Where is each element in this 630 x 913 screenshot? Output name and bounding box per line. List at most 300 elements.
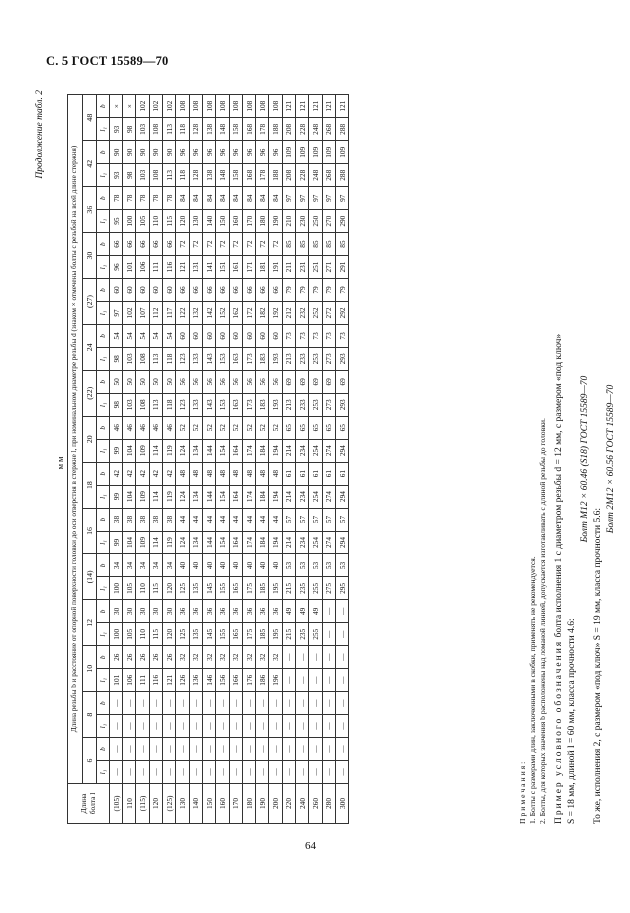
- value-cell: 134: [189, 531, 202, 554]
- value-cell: 60: [256, 324, 269, 347]
- value-cell: 36: [202, 600, 215, 623]
- value-cell: 119: [163, 439, 176, 462]
- subheader: l₁: [96, 210, 109, 233]
- value-cell: 128: [189, 164, 202, 187]
- value-cell: 48: [256, 462, 269, 485]
- value-cell: —: [322, 623, 335, 646]
- subheader: l₁: [96, 393, 109, 416]
- value-cell: 231: [296, 256, 309, 279]
- value-cell: 46: [109, 416, 122, 439]
- value-cell: 96: [229, 141, 242, 164]
- value-cell: 212: [282, 301, 295, 324]
- value-cell: 181: [256, 256, 269, 279]
- value-cell: 44: [229, 508, 242, 531]
- value-cell: 61: [335, 462, 348, 485]
- example-designation: Болт 2М12 × 60.56 ГОСТ 15589—70: [606, 384, 616, 534]
- value-cell: —: [136, 715, 149, 738]
- subheader: b: [96, 370, 109, 393]
- value-cell: —: [256, 692, 269, 715]
- value-cell: 146: [202, 669, 215, 692]
- value-cell: 40: [242, 554, 255, 577]
- diameter-header: (14): [83, 554, 96, 600]
- value-cell: 40: [189, 554, 202, 577]
- value-cell: 208: [282, 164, 295, 187]
- value-cell: —: [256, 761, 269, 784]
- value-cell: 108: [149, 164, 162, 187]
- value-cell: 193: [269, 393, 282, 416]
- value-cell: —: [256, 738, 269, 761]
- value-cell: 251: [309, 256, 322, 279]
- value-cell: 294: [335, 531, 348, 554]
- value-cell: 97: [109, 301, 122, 324]
- value-cell: 66: [216, 279, 229, 302]
- value-cell: 57: [322, 508, 335, 531]
- value-cell: 96: [242, 141, 255, 164]
- value-cell: 213: [282, 393, 295, 416]
- length-cell: 220: [282, 784, 295, 824]
- subheader: b: [96, 554, 109, 577]
- length-cell: 160: [216, 784, 229, 824]
- value-cell: 228: [296, 164, 309, 187]
- value-cell: 185: [256, 623, 269, 646]
- value-cell: 121: [309, 95, 322, 118]
- length-cell: 150: [202, 784, 215, 824]
- value-cell: 48: [189, 462, 202, 485]
- value-cell: 79: [309, 279, 322, 302]
- value-cell: 108: [256, 95, 269, 118]
- value-cell: 32: [269, 646, 282, 669]
- value-cell: 73: [335, 324, 348, 347]
- value-cell: —: [109, 692, 122, 715]
- subheader: l₁: [96, 164, 109, 187]
- value-cell: 253: [309, 393, 322, 416]
- value-cell: —: [163, 715, 176, 738]
- value-cell: 111: [149, 256, 162, 279]
- value-cell: 180: [256, 210, 269, 233]
- subheader: b: [96, 95, 109, 118]
- subheader: b: [96, 600, 109, 623]
- value-cell: —: [322, 715, 335, 738]
- value-cell: 52: [216, 416, 229, 439]
- subheader: b: [96, 462, 109, 485]
- value-cell: 211: [282, 256, 295, 279]
- value-cell: 115: [149, 577, 162, 600]
- value-cell: 153: [216, 347, 229, 370]
- value-cell: 30: [123, 600, 136, 623]
- value-cell: 56: [256, 370, 269, 393]
- value-cell: 121: [282, 95, 295, 118]
- table-row: [216, 95, 229, 824]
- value-cell: 90: [123, 141, 136, 164]
- value-cell: —: [335, 646, 348, 669]
- table-row: [109, 95, 122, 824]
- value-cell: 168: [242, 118, 255, 141]
- length-cell: 190: [256, 784, 269, 824]
- diameter-header: 42: [83, 141, 96, 187]
- spec-table: [67, 94, 349, 824]
- subheader: b: [96, 416, 109, 439]
- value-cell: 293: [335, 347, 348, 370]
- value-cell: 214: [282, 531, 295, 554]
- value-cell: 110: [136, 623, 149, 646]
- value-cell: 255: [309, 577, 322, 600]
- length-cell: 300: [335, 784, 348, 824]
- value-cell: —: [282, 669, 295, 692]
- value-cell: 113: [163, 164, 176, 187]
- value-cell: 294: [335, 439, 348, 462]
- value-cell: 145: [202, 577, 215, 600]
- value-cell: 72: [229, 233, 242, 256]
- value-cell: 108: [149, 118, 162, 141]
- value-cell: —: [176, 692, 189, 715]
- subheader: b: [96, 738, 109, 761]
- value-cell: 109: [136, 531, 149, 554]
- table-row: [229, 95, 242, 824]
- value-cell: 60: [229, 324, 242, 347]
- subheader: l₁: [96, 669, 109, 692]
- value-cell: 84: [242, 187, 255, 210]
- value-cell: 172: [242, 301, 255, 324]
- value-cell: 32: [176, 646, 189, 669]
- value-cell: 100: [123, 210, 136, 233]
- value-cell: 178: [256, 164, 269, 187]
- value-cell: 44: [202, 508, 215, 531]
- value-cell: 84: [229, 187, 242, 210]
- value-cell: 50: [149, 370, 162, 393]
- value-cell: 44: [242, 508, 255, 531]
- value-cell: —: [176, 738, 189, 761]
- value-cell: 234: [296, 439, 309, 462]
- length-cell: 180: [242, 784, 255, 824]
- value-cell: 32: [256, 646, 269, 669]
- value-cell: 174: [242, 485, 255, 508]
- value-cell: 268: [322, 164, 335, 187]
- diameter-header: 24: [83, 324, 96, 370]
- table-row: [189, 95, 202, 824]
- value-cell: 79: [296, 279, 309, 302]
- value-cell: —: [123, 761, 136, 784]
- value-cell: 163: [229, 347, 242, 370]
- value-cell: 125: [176, 577, 189, 600]
- table-row: [256, 95, 269, 824]
- subheader: b: [96, 692, 109, 715]
- value-cell: 38: [136, 508, 149, 531]
- value-cell: 42: [123, 462, 136, 485]
- value-cell: 48: [269, 462, 282, 485]
- diameter-header: (27): [83, 279, 96, 325]
- value-cell: 60: [136, 279, 149, 302]
- value-cell: 97: [335, 187, 348, 210]
- value-cell: 38: [109, 508, 122, 531]
- value-cell: 143: [202, 393, 215, 416]
- value-cell: 132: [189, 301, 202, 324]
- value-cell: —: [163, 692, 176, 715]
- value-cell: —: [296, 761, 309, 784]
- value-cell: 186: [256, 669, 269, 692]
- value-cell: 150: [216, 210, 229, 233]
- value-cell: 34: [123, 554, 136, 577]
- value-cell: —: [242, 738, 255, 761]
- value-cell: 175: [242, 623, 255, 646]
- example-text: S = 18 мм, длиной l = 60 мм, класса прочности 4.6:: [567, 618, 577, 824]
- value-cell: 100: [109, 623, 122, 646]
- table-row: [123, 95, 136, 824]
- value-cell: —: [322, 738, 335, 761]
- value-cell: —: [216, 692, 229, 715]
- value-cell: 248: [309, 164, 322, 187]
- value-cell: 193: [269, 347, 282, 370]
- value-cell: —: [202, 692, 215, 715]
- table-row: [242, 95, 255, 824]
- value-cell: 66: [202, 279, 215, 302]
- value-cell: 30: [136, 600, 149, 623]
- value-cell: 116: [163, 256, 176, 279]
- value-cell: 36: [176, 600, 189, 623]
- value-cell: 61: [296, 462, 309, 485]
- value-cell: —: [149, 738, 162, 761]
- value-cell: ×: [123, 95, 136, 118]
- value-cell: 273: [322, 393, 335, 416]
- value-cell: 34: [109, 554, 122, 577]
- value-cell: 60: [123, 279, 136, 302]
- value-cell: 155: [216, 623, 229, 646]
- value-cell: —: [136, 761, 149, 784]
- value-cell: 85: [322, 233, 335, 256]
- value-cell: —: [176, 715, 189, 738]
- value-cell: 115: [163, 210, 176, 233]
- value-cell: 61: [322, 462, 335, 485]
- length-cell: 110: [123, 784, 136, 824]
- value-cell: 98: [123, 118, 136, 141]
- value-cell: 66: [229, 279, 242, 302]
- length-cell: 140: [189, 784, 202, 824]
- value-cell: 288: [335, 118, 348, 141]
- value-cell: 104: [123, 485, 136, 508]
- value-cell: 105: [136, 210, 149, 233]
- value-cell: 108: [229, 95, 242, 118]
- value-cell: 138: [202, 118, 215, 141]
- value-cell: 104: [123, 531, 136, 554]
- value-cell: 136: [189, 669, 202, 692]
- value-cell: 30: [163, 600, 176, 623]
- value-cell: 48: [202, 462, 215, 485]
- value-cell: 97: [296, 187, 309, 210]
- value-cell: —: [282, 692, 295, 715]
- value-cell: 54: [123, 324, 136, 347]
- value-cell: 184: [256, 439, 269, 462]
- subheader: l₁: [96, 623, 109, 646]
- example-text: То же, исполнения 2, с размером «под ключ» S = 19 мм, класса прочности 5.6:: [593, 508, 603, 824]
- value-cell: 72: [242, 233, 255, 256]
- value-cell: 85: [282, 233, 295, 256]
- value-cell: 164: [229, 485, 242, 508]
- value-cell: 117: [163, 301, 176, 324]
- value-cell: —: [163, 738, 176, 761]
- value-cell: 66: [136, 233, 149, 256]
- value-cell: 109: [136, 485, 149, 508]
- value-cell: 109: [136, 439, 149, 462]
- value-cell: 96: [109, 256, 122, 279]
- value-cell: 65: [322, 416, 335, 439]
- value-cell: 90: [149, 141, 162, 164]
- value-cell: 103: [123, 393, 136, 416]
- value-cell: 109: [296, 141, 309, 164]
- value-cell: 106: [123, 669, 136, 692]
- diameter-header: 8: [83, 692, 96, 738]
- subheader: b: [96, 141, 109, 164]
- diameter-header: 18: [83, 462, 96, 508]
- value-cell: 46: [149, 416, 162, 439]
- value-cell: 153: [216, 393, 229, 416]
- value-cell: 120: [163, 623, 176, 646]
- table-row: [335, 95, 348, 824]
- value-cell: 69: [322, 370, 335, 393]
- diameter-header: 6: [83, 738, 96, 784]
- value-cell: 72: [269, 233, 282, 256]
- value-cell: 113: [149, 393, 162, 416]
- value-cell: 108: [269, 95, 282, 118]
- value-cell: 104: [123, 439, 136, 462]
- value-cell: 72: [189, 233, 202, 256]
- value-cell: 97: [309, 187, 322, 210]
- value-cell: 253: [309, 347, 322, 370]
- value-cell: —: [242, 761, 255, 784]
- value-cell: 176: [242, 669, 255, 692]
- value-cell: 61: [282, 462, 295, 485]
- value-cell: 154: [216, 439, 229, 462]
- length-cell: (125): [163, 784, 176, 824]
- value-cell: 192: [269, 301, 282, 324]
- value-cell: —: [202, 738, 215, 761]
- value-cell: 108: [202, 95, 215, 118]
- value-cell: 109: [282, 141, 295, 164]
- length-header: Длина болта l: [68, 784, 110, 824]
- subheader: b: [96, 324, 109, 347]
- value-cell: 65: [309, 416, 322, 439]
- value-cell: 73: [282, 324, 295, 347]
- value-cell: —: [335, 623, 348, 646]
- value-cell: 34: [136, 554, 149, 577]
- value-cell: 52: [189, 416, 202, 439]
- value-cell: 50: [163, 370, 176, 393]
- value-cell: —: [229, 715, 242, 738]
- value-cell: 66: [242, 279, 255, 302]
- value-cell: 26: [149, 646, 162, 669]
- value-cell: 118: [163, 347, 176, 370]
- value-cell: 34: [163, 554, 176, 577]
- value-cell: 124: [176, 485, 189, 508]
- value-cell: 274: [322, 485, 335, 508]
- value-cell: 54: [109, 324, 122, 347]
- value-cell: 145: [202, 623, 215, 646]
- value-cell: 130: [189, 210, 202, 233]
- value-cell: 96: [216, 141, 229, 164]
- value-cell: 234: [296, 485, 309, 508]
- value-cell: 44: [269, 508, 282, 531]
- value-cell: 84: [189, 187, 202, 210]
- value-cell: 214: [282, 439, 295, 462]
- value-cell: 109: [309, 141, 322, 164]
- value-cell: —: [309, 669, 322, 692]
- subheader: b: [96, 279, 109, 302]
- value-cell: 213: [282, 347, 295, 370]
- subheader: b: [96, 508, 109, 531]
- value-cell: —: [216, 715, 229, 738]
- value-cell: —: [123, 715, 136, 738]
- value-cell: 36: [242, 600, 255, 623]
- value-cell: 66: [256, 279, 269, 302]
- value-cell: 38: [149, 508, 162, 531]
- value-cell: 53: [309, 554, 322, 577]
- value-cell: —: [282, 761, 295, 784]
- value-cell: —: [189, 715, 202, 738]
- value-cell: 60: [109, 279, 122, 302]
- value-cell: —: [282, 738, 295, 761]
- value-cell: —: [269, 692, 282, 715]
- value-cell: 144: [202, 485, 215, 508]
- value-cell: 95: [109, 210, 122, 233]
- value-cell: 50: [123, 370, 136, 393]
- subheader: l₁: [96, 347, 109, 370]
- value-cell: 160: [229, 210, 242, 233]
- value-cell: 97: [322, 187, 335, 210]
- value-cell: 54: [149, 324, 162, 347]
- length-cell: 240: [296, 784, 309, 824]
- table-caption: Длина резьбы b и расстояние от опорной поверхности головки до оси отверстия в стержне l, при номинальном диаметре резьбы d (знаком × отмечены болты с резьбой на всей длине стержня): [68, 95, 83, 784]
- value-cell: 56: [216, 370, 229, 393]
- value-cell: 85: [309, 233, 322, 256]
- value-cell: 40: [176, 554, 189, 577]
- value-cell: 32: [189, 646, 202, 669]
- page-header: С. 5 ГОСТ 15589—70: [46, 54, 169, 68]
- value-cell: —: [176, 761, 189, 784]
- value-cell: 155: [216, 577, 229, 600]
- value-cell: 48: [242, 462, 255, 485]
- value-cell: 110: [136, 577, 149, 600]
- value-cell: 105: [123, 577, 136, 600]
- value-cell: 128: [189, 118, 202, 141]
- value-cell: 195: [269, 577, 282, 600]
- value-cell: 228: [296, 118, 309, 141]
- value-cell: 60: [163, 279, 176, 302]
- value-cell: 60: [269, 324, 282, 347]
- diameter-header: 30: [83, 233, 96, 279]
- value-cell: —: [335, 738, 348, 761]
- value-cell: —: [269, 761, 282, 784]
- value-cell: 99: [109, 439, 122, 462]
- value-cell: —: [149, 761, 162, 784]
- value-cell: —: [322, 692, 335, 715]
- value-cell: 250: [309, 210, 322, 233]
- value-cell: 233: [296, 393, 309, 416]
- value-cell: 79: [335, 279, 348, 302]
- value-cell: 98: [109, 347, 122, 370]
- value-cell: —: [296, 738, 309, 761]
- value-cell: 96: [202, 141, 215, 164]
- value-cell: 84: [176, 187, 189, 210]
- value-cell: 96: [269, 141, 282, 164]
- value-cell: 158: [229, 164, 242, 187]
- value-cell: 46: [136, 416, 149, 439]
- value-cell: 215: [282, 577, 295, 600]
- table-row: [176, 95, 189, 824]
- value-cell: —: [136, 692, 149, 715]
- value-cell: 73: [309, 324, 322, 347]
- value-cell: 121: [163, 669, 176, 692]
- example-heading: Пример условного обозначения: [554, 639, 564, 824]
- value-cell: 103: [136, 164, 149, 187]
- page-number: 64: [305, 840, 316, 852]
